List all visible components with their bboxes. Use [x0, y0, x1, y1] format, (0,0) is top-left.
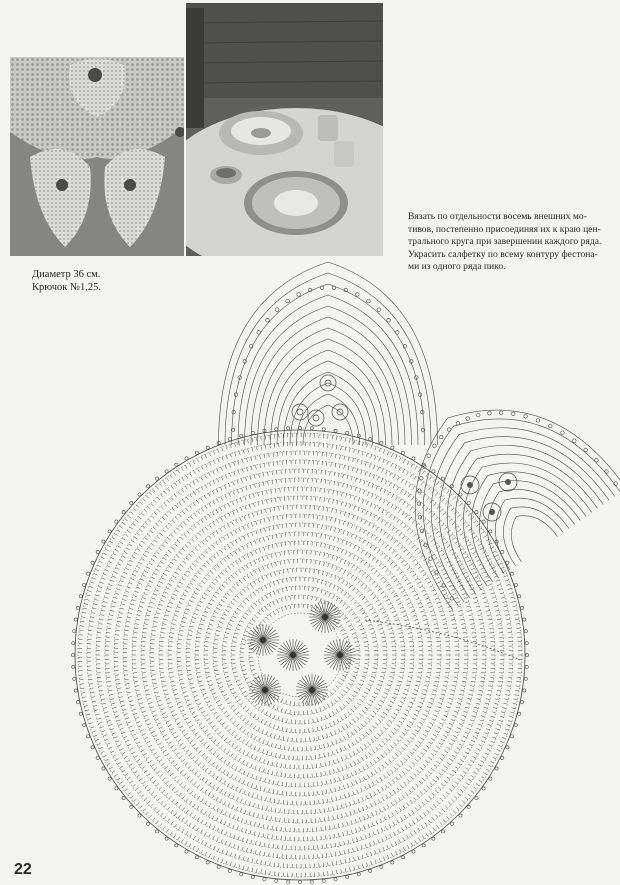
- instruction-line: Украсить салфетку по всему контуру фестона-: [408, 248, 598, 260]
- outer-motif-right: [361, 357, 620, 660]
- instruction-line: ми из одного ряда пико.: [408, 261, 506, 272]
- outer-motif-top: [219, 262, 438, 445]
- page-number: 22: [14, 861, 32, 878]
- hook-size-text: Крючок №1,25.: [32, 282, 101, 293]
- instruction-line: трального круга при завершении каждого ряда.: [408, 236, 602, 247]
- instruction-line: тивов, постепенно присоединяя их к краю цен-: [408, 223, 601, 235]
- center-flower-motifs: [247, 601, 356, 706]
- instruction-line: Вязать по отдельности восемь внешних мо-: [408, 211, 587, 222]
- diameter-text: Диаметр 36 см.: [32, 269, 101, 280]
